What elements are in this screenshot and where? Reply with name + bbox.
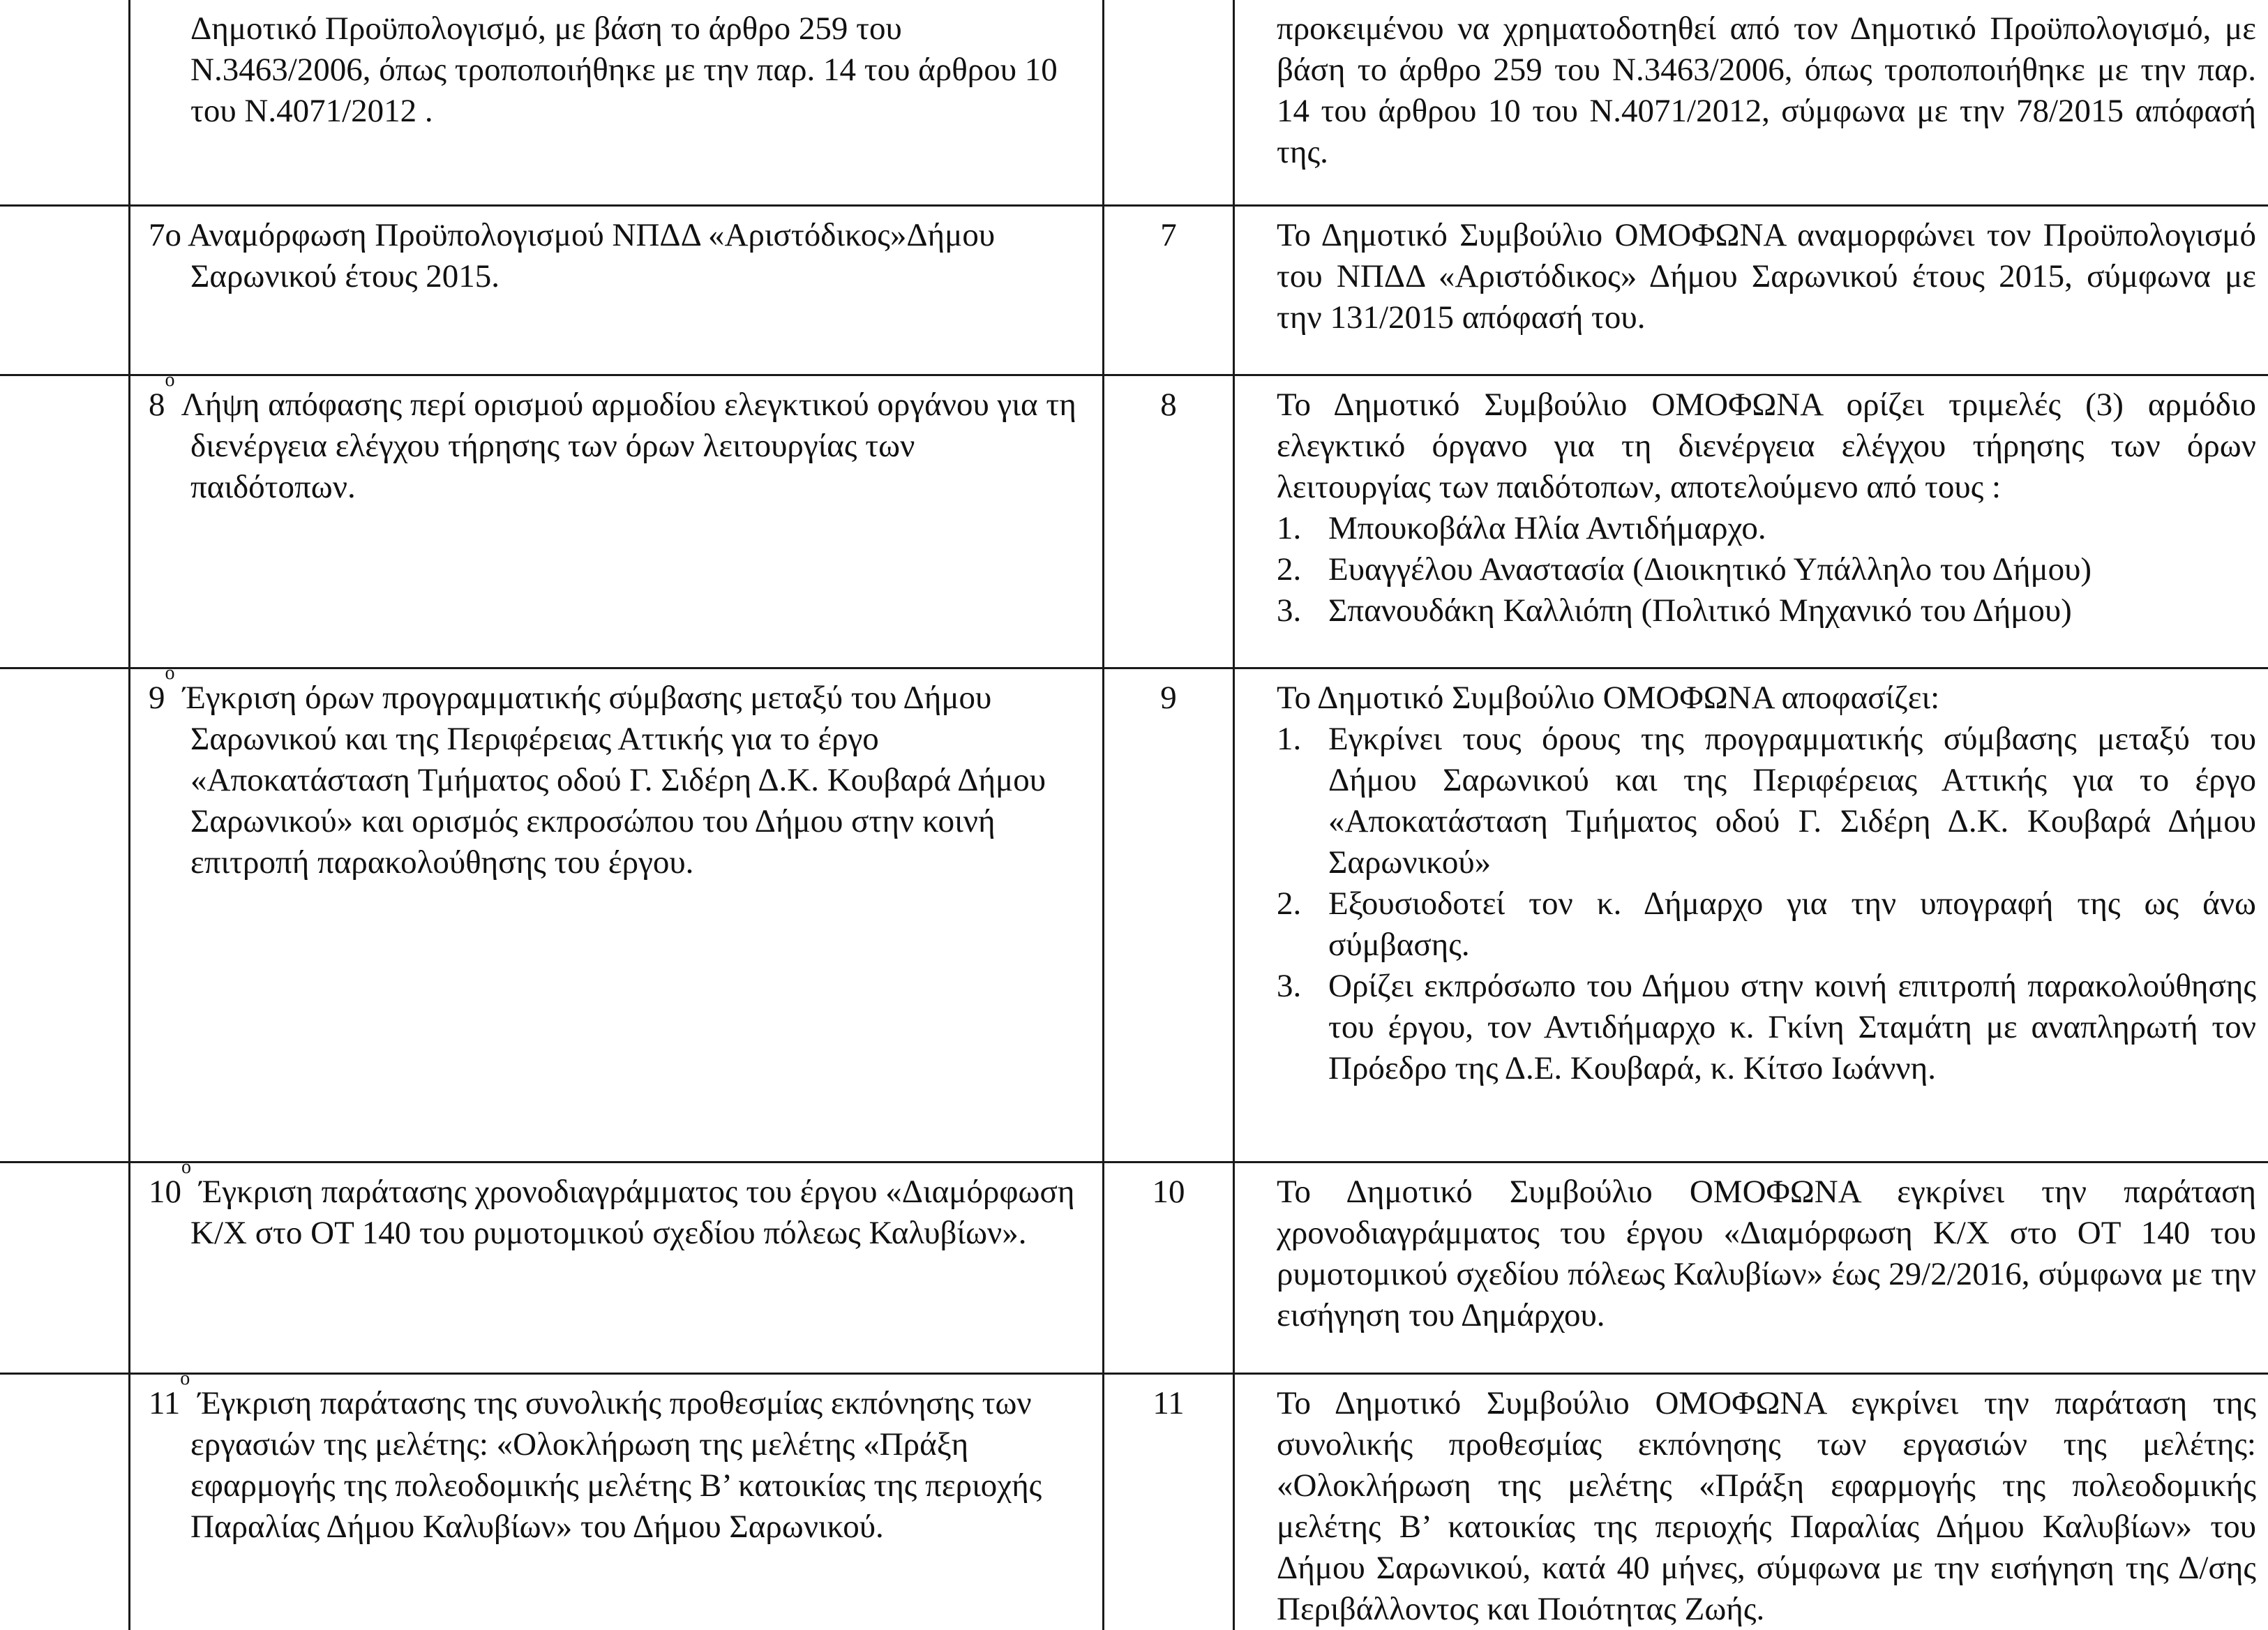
list-item-text: Ευαγγέλου Αναστασία (Διοικητικό Υπάλληλο του Δήμου) [1328, 551, 2091, 588]
list-item-text: Εξουσιοδοτεί τον κ. Δήμαρχο για την υπογραφή της ως άνω σύμβασης. [1328, 885, 2256, 963]
decision-number: 10 [1104, 1163, 1233, 1213]
table-row [0, 375, 2268, 668]
item-ordinal-superscript: ο [165, 369, 175, 391]
list-item-text: Μπουκοβάλα Ηλία Αντιδήμαρχο. [1328, 510, 1766, 546]
subject-body: Έγκριση παράτασης της συνολικής προθεσμίας εκπόνησης των εργασιών της μελέτης: «Ολοκλήρωση της μελέτης «Πράξη εφαρμογής της πολεοδομικής μελέτης Β’ κατοικίας της περιοχής Παραλίας Δήμου Καλυβίων» του Δήμου Σαρωνικού. [190, 1385, 1042, 1545]
subject-cell [130, 668, 1104, 1162]
item-ordinal: 10 [149, 1174, 181, 1210]
list-item-number: 3. [1277, 966, 1301, 1007]
list-item-number: 2. [1277, 549, 1301, 590]
decision-number: 7 [1104, 207, 1233, 256]
list-item-number: 1. [1277, 508, 1301, 549]
number-cell [1104, 206, 1234, 375]
decision-text: Το Δημοτικό Συμβούλιο ΟΜΟΦΩΝΑ ορίζει τριμελές (3) αρμόδιο ελεγκτικό όργανο για τη διενέργεια ελέγχου τήρησης των όρων λειτουργίας των παιδότοπων, αποτελούμενο από τους : [1277, 384, 2256, 508]
list-item [1277, 966, 2256, 1089]
decision-number: 9 [1104, 669, 1233, 719]
decision-list [1277, 719, 2256, 1089]
number-cell [1104, 0, 1234, 206]
number-cell [1104, 375, 1234, 668]
blank-cell [0, 375, 130, 668]
decision-text: Το Δημοτικό Συμβούλιο ΟΜΟΦΩΝΑ αποφασίζει: [1277, 678, 2256, 719]
blank-cell [0, 206, 130, 375]
number-cell [1104, 1162, 1234, 1374]
table-row [0, 0, 2268, 206]
decision-number [1104, 0, 1233, 8]
list-item-number: 1. [1277, 719, 1301, 760]
decision-text: Το Δημοτικό Συμβούλιο ΟΜΟΦΩΝΑ αναμορφώνει τον Προϋπολογισμό του ΝΠΔΔ «Αριστόδικος» Δήμου Σαρωνικού έτους 2015, σύμφωνα με την 131/2015 απόφασή του. [1277, 215, 2256, 338]
decision-cell [1234, 1374, 2268, 1630]
list-item-number: 3. [1277, 590, 1301, 631]
list-item-text: Εγκρίνει τους όρους της προγραμματικής σύμβασης μεταξύ του Δήμου Σαρωνικού και της Περιφέρειας Αττικής για το έργο «Αποκατάσταση Τμήματος οδού Γ. Σιδέρη Δ.Κ. Κουβαρά Δήμου Σαρωνικού» [1328, 721, 2256, 881]
item-ordinal: 11 [149, 1385, 180, 1421]
item-ordinal-superscript: ο [165, 662, 175, 684]
item-ordinal-superscript: ο [180, 1368, 190, 1389]
list-item-text: Σπανουδάκη Καλλιόπη (Πολιτικό Μηχανικό του Δήμου) [1328, 592, 2072, 629]
subject-text [149, 678, 1081, 883]
subject-text [149, 1172, 1081, 1254]
subject-body: Δημοτικό Προϋπολογισμό, με βάση το άρθρο 259 του Ν.3463/2006, όπως τροποποιήθηκε με την παρ. 14 του άρθρου 10 του Ν.4071/2012 . [190, 10, 1058, 129]
decision-text: προκειμένου να χρηματοδοτηθεί από τον Δημοτικό Προϋπολογισμό, με βάση το άρθρο 259 του Ν.3463/2006, όπως τροποποιήθηκε με την παρ. 14 του άρθρου 10 του Ν.4071/2012, σύμφωνα με την 78/2015 απόφασή της. [1277, 8, 2256, 173]
decision-text: Το Δημοτικό Συμβούλιο ΟΜΟΦΩΝΑ εγκρίνει την παράταση χρονοδιαγράμματος του έργου «Διαμόρφωση Κ/Χ στο ΟΤ 140 του ρυμοτομικού σχεδίου πόλεως Καλυβίων» έως 29/2/2016, σύμφωνα με την εισήγηση του Δημάρχου. [1277, 1172, 2256, 1336]
subject-body: Αναμόρφωση Προϋπολογισμού ΝΠΔΔ «Αριστόδικος»Δήμου Σαρωνικού έτους 2015. [181, 217, 995, 294]
decision-cell [1234, 668, 2268, 1162]
subject-cell [130, 1162, 1104, 1374]
subject-cell [130, 0, 1104, 206]
decision-cell [1234, 375, 2268, 668]
subject-cell [130, 206, 1104, 375]
blank-cell [0, 1374, 130, 1630]
decision-number: 8 [1104, 376, 1233, 426]
blank-cell [0, 1162, 130, 1374]
list-item [1277, 719, 2256, 883]
table-row [0, 668, 2268, 1162]
subject-body: Λήψη απόφασης περί ορισμού αρμοδίου ελεγκτικού οργάνου για τη διενέργεια ελέγχου τήρησης των όρων λειτουργίας των παιδότοπων. [175, 387, 1076, 505]
list-item-number: 2. [1277, 883, 1301, 925]
subject-text [149, 384, 1081, 508]
blank-cell [0, 668, 130, 1162]
number-cell [1104, 668, 1234, 1162]
table-row [0, 1374, 2268, 1630]
list-item [1277, 549, 2256, 590]
decision-list [1277, 508, 2256, 631]
decision-cell [1234, 0, 2268, 206]
subject-body: Έγκριση παράτασης χρονοδιαγράμματος του έργου «Διαμόρφωση Κ/Χ στο ΟΤ 140 του ρυμοτομικού σχεδίου πόλεως Καλυβίων». [190, 1174, 1074, 1251]
decision-cell [1234, 1162, 2268, 1374]
subject-text [149, 8, 1081, 132]
blank-cell [0, 0, 130, 206]
list-item [1277, 883, 2256, 966]
subject-text [149, 215, 1081, 297]
item-ordinal: 8 [149, 387, 165, 423]
table-row [0, 206, 2268, 375]
decision-cell [1234, 206, 2268, 375]
list-item-text: Ορίζει εκπρόσωπο του Δήμου στην κοινή επιτροπή παρακολούθησης του έργου, τον Αντιδήμαρχο κ. Γκίνη Σταμάτη με αναπληρωτή τον Πρόεδρο της Δ.Ε. Κουβαρά, κ. Κίτσο Ιωάννη. [1328, 968, 2256, 1086]
item-ordinal-superscript: ο [181, 1156, 191, 1178]
item-ordinal: 7ο [149, 217, 181, 253]
subject-text [149, 1383, 1081, 1548]
subject-cell [130, 1374, 1104, 1630]
subject-body: Έγκριση όρων προγραμματικής σύμβασης μεταξύ του Δήμου Σαρωνικού και της Περιφέρειας Αττικής για το έργο «Αποκατάσταση Τμήματος οδού Γ. Σιδέρη Δ.Κ. Κουβαρά Δήμου Σαρωνικού» και ορισμός εκπροσώπου του Δήμου στην κοινή επιτροπή παρακολούθησης του έργου. [175, 680, 1046, 881]
decision-text: Το Δημοτικό Συμβούλιο ΟΜΟΦΩΝΑ εγκρίνει την παράταση της συνολικής προθεσμίας εκπόνησης των εργασιών της μελέτης: «Ολοκλήρωση της μελέτης «Πράξη εφαρμογής της πολεοδομικής μελέτης Β’ κατοικίας της περιοχής Παραλίας Δήμου Καλυβίων» του Δήμου Σαρωνικού, κατά 40 μήνες, σύμφωνα με την εισήγηση της Δ/σης Περιβάλλοντος και Ποιότητας Ζωής. [1277, 1383, 2256, 1630]
list-item [1277, 508, 2256, 549]
subject-cell [130, 375, 1104, 668]
table-row [0, 1162, 2268, 1374]
number-cell [1104, 1374, 1234, 1630]
list-item [1277, 590, 2256, 631]
item-ordinal: 9 [149, 680, 165, 716]
decision-number: 11 [1104, 1375, 1233, 1424]
